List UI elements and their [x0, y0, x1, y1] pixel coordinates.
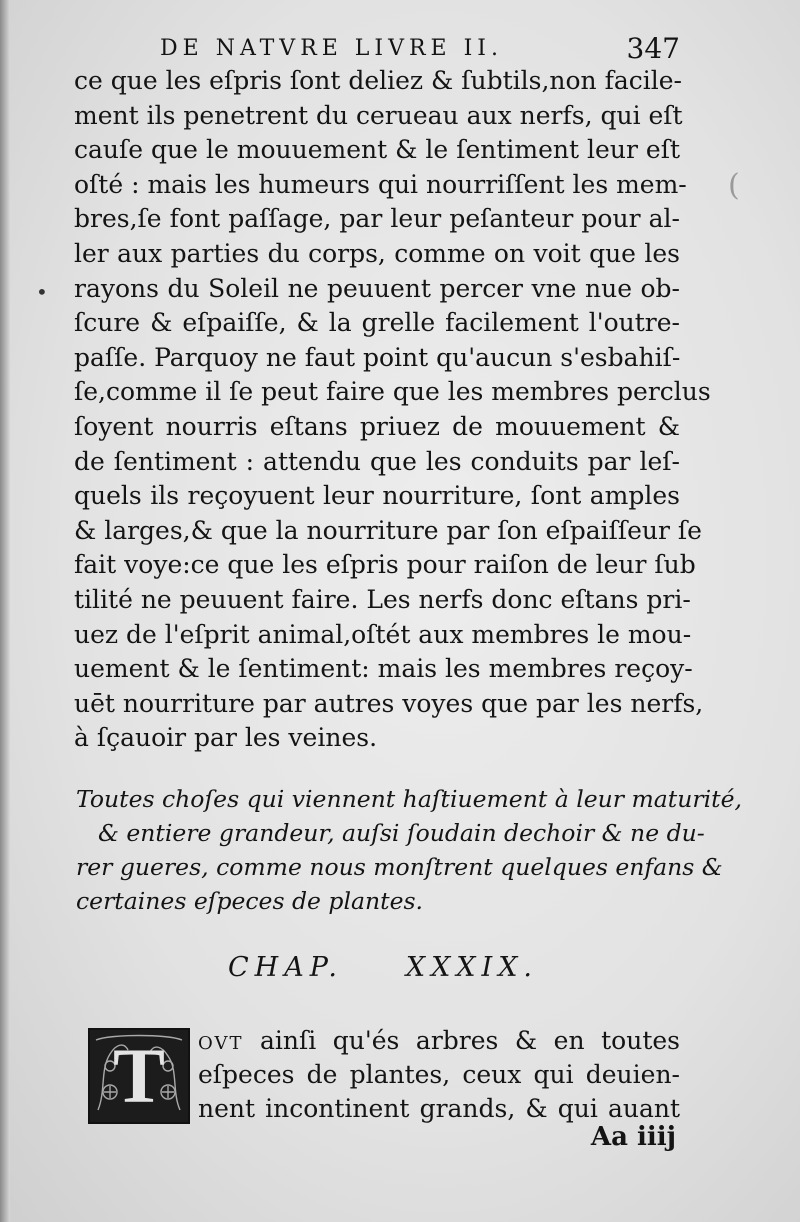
text-line: ſoyent nourris eſtans priuez de mouuement & — [74, 411, 680, 441]
text-line: cauſe que le mouuement & le ſentiment leur eſt — [74, 135, 680, 165]
text-line: bres,ſe font paſſage, par leur peſanteur pour al- — [74, 204, 680, 234]
summary-line: Toutes choſes qui viennent haſtiuement à leur maturité, — [76, 785, 742, 813]
page-number: 347 — [626, 32, 680, 65]
summary-line: & entiere grandeur, auſsi ſoudain dechoir & ne du- — [98, 819, 705, 847]
chapter-label: CHAP. — [228, 952, 343, 983]
chapter-summary — [76, 782, 742, 918]
text-line: de ſentiment : attendu que les conduits par leſ- — [74, 446, 680, 476]
opening-line-1-rest: ainſi qu'és arbres & en toutes — [243, 1026, 680, 1055]
opening-line-2: eſpeces de plantes, ceux qui deuien- — [198, 1060, 680, 1089]
text-line: paſſe. Parquoy ne faut point qu'aucun s'esbahiſ- — [74, 342, 681, 372]
chapter-opening — [198, 1024, 680, 1126]
main-text-block — [74, 64, 711, 756]
text-line: quels ils reçoyuent leur nourriture, ſont amples — [74, 481, 680, 511]
running-header — [160, 32, 680, 68]
text-line: ſe,comme il ſe peut faire que les membres perclus — [74, 377, 711, 407]
margin-stroke: ( — [728, 168, 740, 203]
margin-dot: • — [36, 280, 48, 304]
text-line: & larges,& que la nourriture par ſon eſpaiſſeur ſe — [74, 515, 702, 545]
text-line: rayons du Soleil ne peuuent percer vne nue ob- — [74, 273, 680, 303]
text-line: ler aux parties du corps, comme on voit que les — [74, 238, 680, 268]
text-line: oſté : mais les humeurs qui nourriſſent les mem- — [74, 169, 687, 199]
text-line: ment ils penetrent du cerueau aux nerfs, qui eſt — [74, 100, 683, 130]
text-line: fait voye:ce que les eſpris pour raiſon de leur ſub — [74, 550, 696, 580]
text-line: uement & le ſentiment: mais les membres reçoy- — [74, 654, 693, 684]
text-line: à ſçauoir par les veines. — [74, 723, 378, 753]
text-line: ce que les eſpris ſont deliez & ſubtils,non facile- — [74, 66, 682, 95]
decorated-initial — [88, 1028, 190, 1124]
text-line: uēt nourriture par autres voyes que par les nerfs, — [74, 688, 704, 718]
opening-line-1 — [198, 1024, 680, 1058]
running-title: DE NATVRE LIVRE II. — [160, 36, 503, 61]
chapter-heading — [228, 952, 538, 983]
chapter-number: XXXIX. — [405, 952, 538, 983]
page-gutter-shadow — [0, 0, 10, 1222]
summary-line: certaines eſpeces de plantes. — [76, 887, 424, 915]
initial-letter: T — [112, 1032, 166, 1119]
signature-mark: Aa iiij — [590, 1122, 676, 1152]
text-line: uez de l'eſprit animal,oſtét aux membres le mou- — [74, 619, 692, 649]
text-line: ſcure & eſpaiſſe, & la grelle facilement l'outre- — [74, 308, 680, 338]
first-word-smallcaps: OVT — [198, 1033, 244, 1054]
summary-line: rer gueres, comme nous monſtrent quelques enfans & — [76, 853, 723, 881]
opening-line-3: nent incontinent grands, & qui auant — [198, 1094, 680, 1123]
text-line: tilité ne peuuent faire. Les nerfs donc eſtans pri- — [74, 584, 691, 614]
